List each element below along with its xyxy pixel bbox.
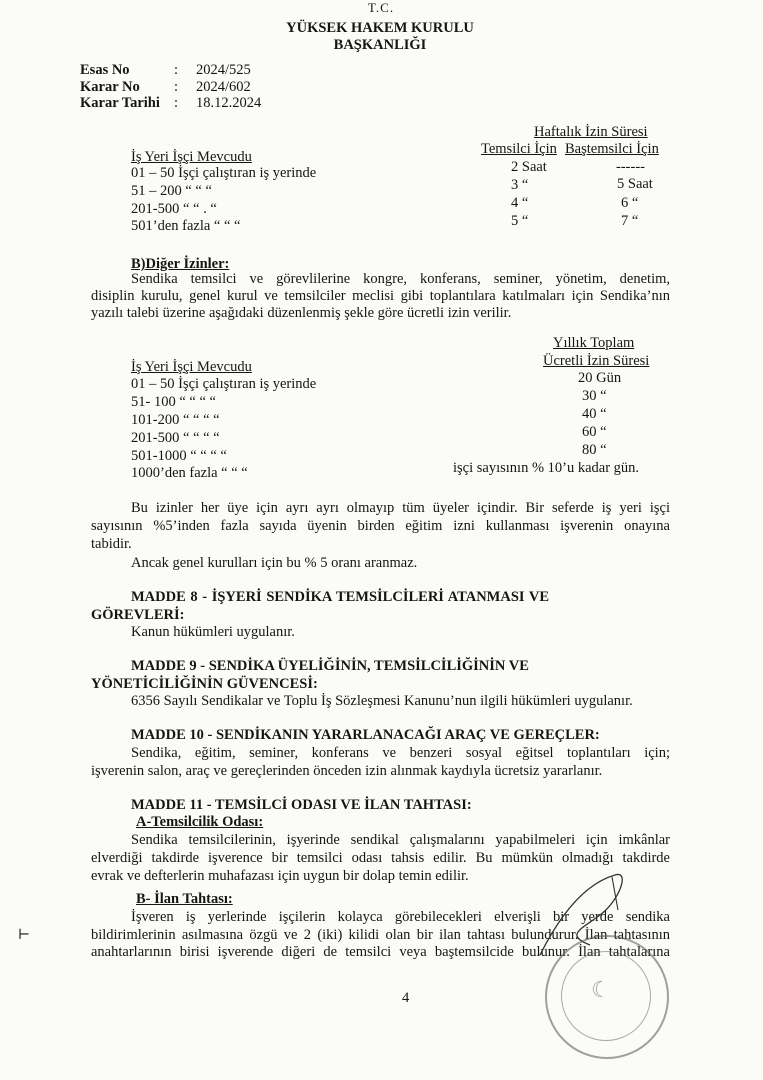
yearly-row-label: 1000’den fazla “ “ “ — [131, 465, 248, 481]
madde-10-body: işverenin salon, araç ve gereçlerinden önceden izin alınmak kaydıyla ücretsiz yararlanır. — [91, 763, 603, 779]
weekly-title: Haftalık İzin Süresi — [534, 124, 648, 140]
madde-11-b-text: anahtarlarının birisi işverende diğeri de temsilci veya baştemsilcide bulunur. İlan tahtalarına — [91, 944, 670, 960]
yearly-row-label: 501-1000 “ “ “ “ — [131, 448, 227, 464]
yearly-row-value: 20 Gün — [578, 370, 622, 386]
meta-sep-tarih: : — [174, 95, 179, 111]
weekly-row-label: 501’den fazla “ “ “ — [131, 218, 241, 234]
weekly-col-head-rep: Baştemsilci İçin — [565, 141, 659, 157]
meta-value-karar: 2024/602 — [196, 79, 251, 95]
header-title: YÜKSEK HAKEM KURULU — [286, 20, 474, 36]
madde-9-title: YÖNETİCİLİĞİNİN GÜVENCESİ: — [91, 676, 318, 692]
section-b-text: Sendika temsilci ve görevlilerine kongre, konferans, seminer, yönetim, denetim, — [131, 271, 670, 287]
para-text: Ancak genel kurulları için bu % 5 oranı aranmaz. — [131, 555, 418, 571]
meta-label-karar: Karar No — [80, 79, 140, 95]
yearly-row-value: 80 “ — [582, 442, 607, 458]
section-b-text: disiplin kurulu, genel kurul ve temsilciler meclisi gibi toplantılara katılmaları için Sendika’nın — [91, 288, 670, 304]
madde-11-sub-b: B- İlan Tahtası: — [136, 891, 233, 907]
madde-11-a-text: elverdiği takdirde işverence bir temsilci odası tahsis edilir. Bu mümkün olmadığı takdirde — [91, 850, 670, 866]
meta-sep-karar: : — [174, 79, 179, 95]
section-b-text: yazılı talebi üzerine aşağıdaki düzenlenmiş şekle göre ücretli izin verilir. — [91, 305, 512, 321]
meta-value-esas: 2024/525 — [196, 62, 251, 78]
madde-8-title: GÖREVLERİ: — [91, 607, 185, 623]
madde-11-a-text: evrak ve defterlerin muhafazası için uygun bir dolap temin edilir. — [91, 868, 469, 884]
yearly-title: Yıllık Toplam — [553, 335, 635, 351]
yearly-row-label: 201-500 “ “ “ “ — [131, 430, 220, 446]
weekly-col-header: İş Yeri İşçi Mevcudu — [131, 149, 252, 165]
weekly-row-label: 51 – 200 “ “ “ — [131, 183, 212, 199]
madde-8-title: MADDE 8 - İŞYERİ SENDİKA TEMSİLCİLERİ ATANMASI VE — [131, 589, 550, 605]
meta-sep-esas: : — [174, 62, 179, 78]
madde-8-body: Kanun hükümleri uygulanır. — [131, 624, 295, 640]
madde-10-body: Sendika, eğitim, seminer, konferans ve benzeri sosyal eğitsel toplantıları için; — [131, 745, 670, 761]
weekly-row-label: 201-500 “ “ . “ — [131, 201, 217, 217]
weekly-row-head: ------ — [616, 159, 645, 175]
yearly-row-label: 01 – 50 İşçi çalıştıran iş yerinde — [131, 376, 317, 392]
yearly-row-value: 40 “ — [582, 406, 607, 422]
section-b-title: B)Diğer İzinler: — [131, 256, 230, 272]
weekly-row-rep: 3 “ — [511, 177, 529, 193]
weekly-row-rep: 5 “ — [511, 213, 529, 229]
meta-label-tarih: Karar Tarihi — [80, 95, 160, 111]
weekly-row-head: 6 “ — [621, 195, 639, 211]
yearly-row-label: 51- 100 “ “ “ “ — [131, 394, 216, 410]
madde-11-sub-a: A-Temsilcilik Odası: — [136, 814, 264, 830]
madde-10-title: MADDE 10 - SENDİKANIN YARARLANACAĞI ARAÇ VE GEREÇLER: — [131, 727, 600, 743]
madde-11-a-text: Sendika temsilcilerinin, işyerinde sendikal çalışmalarını yapabilmeleri için imkânlar — [131, 832, 670, 848]
weekly-row-rep: 4 “ — [511, 195, 529, 211]
header-subtitle: BAŞKANLIĞI — [333, 37, 427, 53]
madde-11-b-text: İşveren iş yerlerinde işçilerin kolayca görebilecekleri elverişli bir yerde sendika — [131, 909, 670, 925]
madde-9-body: 6356 Sayılı Sendikalar ve Toplu İş Sözleşmesi Kanunu’nun ilgili hükümleri uygulanır. — [131, 693, 633, 709]
weekly-row-head: 7 “ — [621, 213, 639, 229]
weekly-row-rep: 2 Saat — [511, 159, 547, 175]
para-text: tabidir. — [91, 536, 132, 552]
yearly-col-header: İş Yeri İşçi Mevcudu — [131, 359, 252, 375]
madde-11-b-text: bildirimlerinin asılmasına özgü ve 2 (iki) kilidi olan bir ilan tahtası bulundurur. İlan tahtasının — [91, 927, 670, 943]
meta-value-tarih: 18.12.2024 — [196, 95, 262, 111]
yearly-row-value: 30 “ — [582, 388, 607, 404]
yearly-row-value: 60 “ — [582, 424, 607, 440]
weekly-col-rep: Temsilci İçin — [481, 141, 557, 157]
madde-11-title: MADDE 11 - TEMSİLCİ ODASI VE İLAN TAHTASI: — [131, 797, 472, 813]
star-icon: ☾ — [591, 977, 611, 1002]
seal-stamp — [545, 935, 669, 1059]
header-tc: T.C. — [367, 0, 395, 14]
page-number: 4 — [402, 990, 410, 1006]
yearly-row-label: 101-200 “ “ “ “ — [131, 412, 220, 428]
yearly-title: Ücretli İzin Süresi — [543, 353, 650, 369]
weekly-row-head: 5 Saat — [617, 176, 653, 192]
yearly-row-value: işçi sayısının % 10’u kadar gün. — [453, 460, 640, 476]
madde-9-title: MADDE 9 - SENDİKA ÜYELİĞİNİN, TEMSİLCİLİĞİNİN VE — [131, 658, 529, 674]
meta-label-esas: Esas No — [80, 62, 130, 78]
margin-mark: ⊢ — [18, 928, 31, 943]
para-text: Bu izinler her üye için ayrı ayrı olmayıp tüm üyeler içindir. Bir seferde iş yeri işçi — [131, 500, 670, 516]
weekly-row-label: 01 – 50 İşçi çalıştıran iş yerinde — [131, 165, 317, 181]
para-text: sayısının %5’inden fazla sayıda üyenin birden eğitim izni kullanması işverenin onayına — [91, 518, 670, 534]
